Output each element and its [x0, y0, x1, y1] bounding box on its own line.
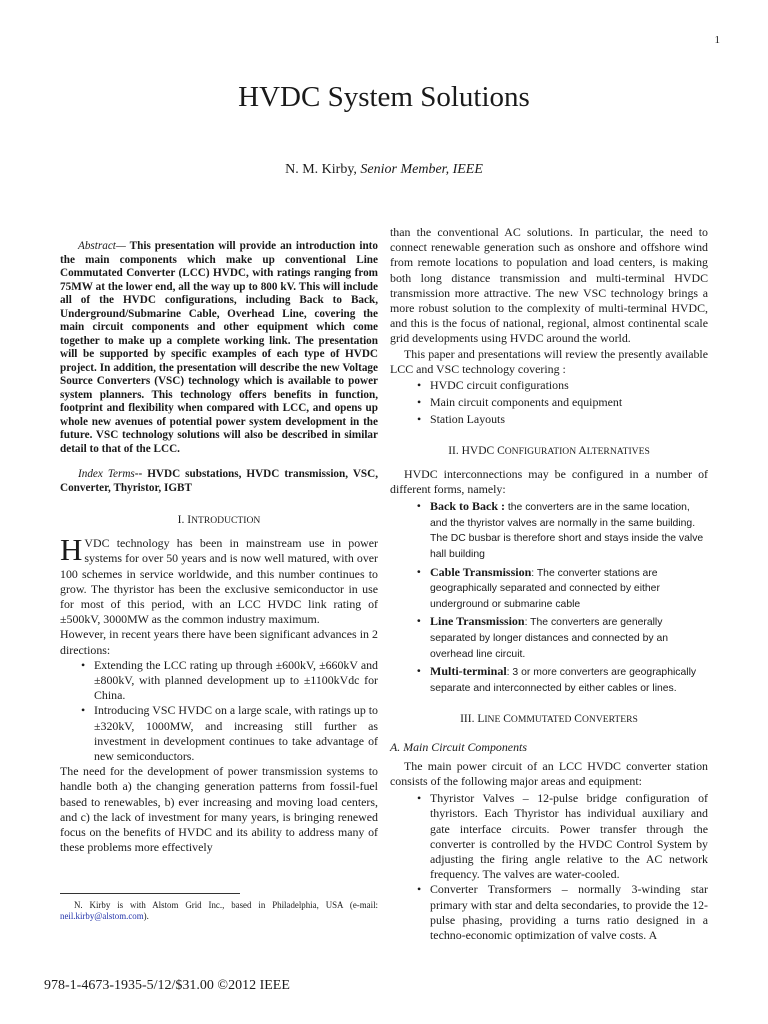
right-paragraph-2: This paper and presentations will review the presently available LCC and VSC technology covering :	[390, 346, 708, 376]
section-cap: I	[187, 514, 192, 526]
footnote-text: N. Kirby is with Alstom Grid Inc., based in Philadelphia, USA (e-mail:	[74, 900, 378, 910]
right-column	[390, 225, 708, 943]
right-paragraph-1: than the conventional AC solutions. In particular, the need to connect renewable generation such as onshore and offshore wind from remote locations to population and load centers, is making both long distance transmission and multi-terminal HVDC transmission more attractive. The new VSC technology brings a more robust solution to the complexity of multi-terminal HVDC, and this is the focus of national, regional, almost continental scale grid developments using HVDC around the world.	[390, 225, 708, 346]
list-item: • Main circuit components and equipment	[430, 395, 708, 410]
right-paragraph-3: HVDC interconnections may be configured in a number of different forms, namely:	[390, 466, 708, 497]
configurations-list	[390, 499, 708, 696]
index-terms-text: -- HVDC substations, HVDC transmission, VSC, Converter, Thyristor, IGBT	[60, 468, 378, 494]
author-name: N. M. Kirby,	[285, 162, 361, 177]
components-list	[390, 791, 708, 943]
drop-cap: H	[60, 532, 83, 568]
section-cap: HVDC C	[461, 444, 505, 457]
index-terms-lead: Index Terms	[78, 468, 135, 480]
footnote	[60, 900, 378, 922]
list-item: • Station Layouts	[430, 412, 708, 427]
section-smallcaps: ONVERTERS	[581, 714, 638, 726]
section-numeral: III.	[460, 713, 475, 726]
footnote-rule	[60, 893, 240, 894]
config-term: Line Transmission	[430, 614, 525, 629]
paper-title: HVDC System Solutions	[238, 81, 530, 113]
config-term: Multi-terminal	[430, 664, 507, 679]
list-item: • Thyristor Valves – 12-pulse bridge configuration of thyristors. Each Thyristor has individual auxiliary and gate interface circuits. Power transfer through the converter is controlled by the HVDC Control System by adjusting the firing angle relative to the AC network frequency. The valves are water-cooled.	[430, 791, 708, 882]
abstract-text: This presentation will provide an introduction into the main components which make up conventional Line Commutated Converter (LCC) HVDC, with ratings ranging from 75MW at the lower end, all the way up to 800 kV. This will include all of the HVDC configurations, including Back to Back, Underground/Submarine Cable, Overhead Line, covering the main circuit components and other equipment which come together to make up a complete working link. The presentation will be supported by specific examples of each type of HVDC project. In addition, the presentation will describe the new Voltage Source Converters (VSC) technology which is available to power system planners. This technology offers benefits in function, footprint and flexibility when compared with LCC, and opens up whole new avenues of potential power system development in the future. VSC technology solutions will also be described in similar detail to that of the LCC.	[60, 240, 378, 455]
abstract-lead: Abstract—	[78, 240, 126, 252]
list-item: • Introducing VSC HVDC on a large scale, with ratings up to ±320kV, 1000MW, and increasing still further as investment in development continues to take advantage of new semiconductors.	[94, 703, 378, 764]
intro-paragraph-3: The need for the development of power transmission systems to handle both a) the changing generation patterns from fossil-fuel based to renewables, b) ever increasing and moving load centers, and c) the lack of investment for many years, is bringing renewed focus on the benefits of HVDC and its ability to address many of these problems more effectively	[60, 764, 378, 855]
config-desc: the converters are in the same location, and the thyristor valves are normally in the same building. The DC busbar is therefore short and stays inside the valve hall building	[430, 502, 704, 561]
intro-paragraph-1-text: VDC technology has been in mainstream use in power systems for over 50 years and is now well matured, with over 100 schemes in service worldwide, and this number continues to grow. The thyristor has been the exclusive semiconductor in use for most of this period, with an LCC HVDC link rating of ±500kV, 3000MW as the common industry maximum.	[60, 536, 378, 627]
review-list	[390, 378, 708, 428]
list-item	[430, 565, 708, 613]
section-cap: C	[503, 713, 511, 726]
section-numeral: II.	[448, 444, 459, 457]
section-heading-lcc	[390, 712, 708, 727]
section-smallcaps: INE	[484, 714, 501, 726]
list-item: • Extending the LCC rating up through ±600kV, ±660kV and ±800kV, with planned development up to ±1100kVdc for China.	[94, 658, 378, 704]
section-smallcaps: ONFIGURATION	[504, 445, 577, 457]
section-smallcaps: NTRODUCTION	[191, 515, 261, 526]
section-heading-configuration	[390, 444, 708, 459]
section-smallcaps: LTERNATIVES	[586, 445, 650, 457]
copyright-footer: 978-1-4673-1935-5/12/$31.00 ©2012 IEEE	[44, 978, 290, 993]
intro-paragraph-2: However, in recent years there have been significant advances in 2 directions:	[60, 627, 378, 657]
config-term: Back to Back :	[430, 499, 505, 514]
advances-list	[60, 658, 378, 764]
config-desc: : The converters are generally separated by longer distances and connected by an overhead line circuit.	[430, 617, 668, 660]
list-item: • Converter Transformers – normally 3-winding star primary with star and delta secondaries, to provide the 12-pulse phasing, providing a turns ratio designed in a techno-economic optimization of valve costs. A	[430, 882, 708, 943]
abstract	[60, 240, 378, 456]
section-heading-introduction	[60, 513, 378, 528]
section-cap: L	[477, 713, 485, 726]
section-cap: C	[574, 713, 582, 726]
section-smallcaps: OMMUTATED	[510, 714, 572, 726]
author-role: Senior Member, IEEE	[360, 162, 483, 177]
list-item	[430, 614, 708, 662]
author-line	[0, 162, 768, 178]
index-terms	[60, 467, 378, 495]
footnote-end: ).	[143, 911, 149, 921]
left-column	[60, 240, 378, 855]
list-item: • HVDC circuit configurations	[430, 378, 708, 393]
list-item	[430, 499, 708, 562]
right-paragraph-4: The main power circuit of an LCC HVDC converter station consists of the following major areas and equipment:	[390, 758, 708, 788]
config-term: Cable Transmission	[430, 564, 532, 579]
section-cap: A	[578, 444, 587, 457]
page-number: 1	[714, 34, 720, 46]
list-item	[430, 664, 708, 696]
section-numeral: I.	[177, 514, 185, 526]
subsection-heading-main-circuit: A. Main Circuit Components	[390, 739, 527, 754]
footnote-email-link[interactable]: neil.kirby@alstom.com	[60, 911, 144, 921]
config-desc: : 3 or more converters are geographically separate and interconnected by either cables or lines.	[430, 667, 697, 694]
config-desc: : The converter stations are geographically separated and connected by either underground or submarine cable	[430, 567, 660, 610]
intro-paragraph-1	[60, 532, 378, 627]
